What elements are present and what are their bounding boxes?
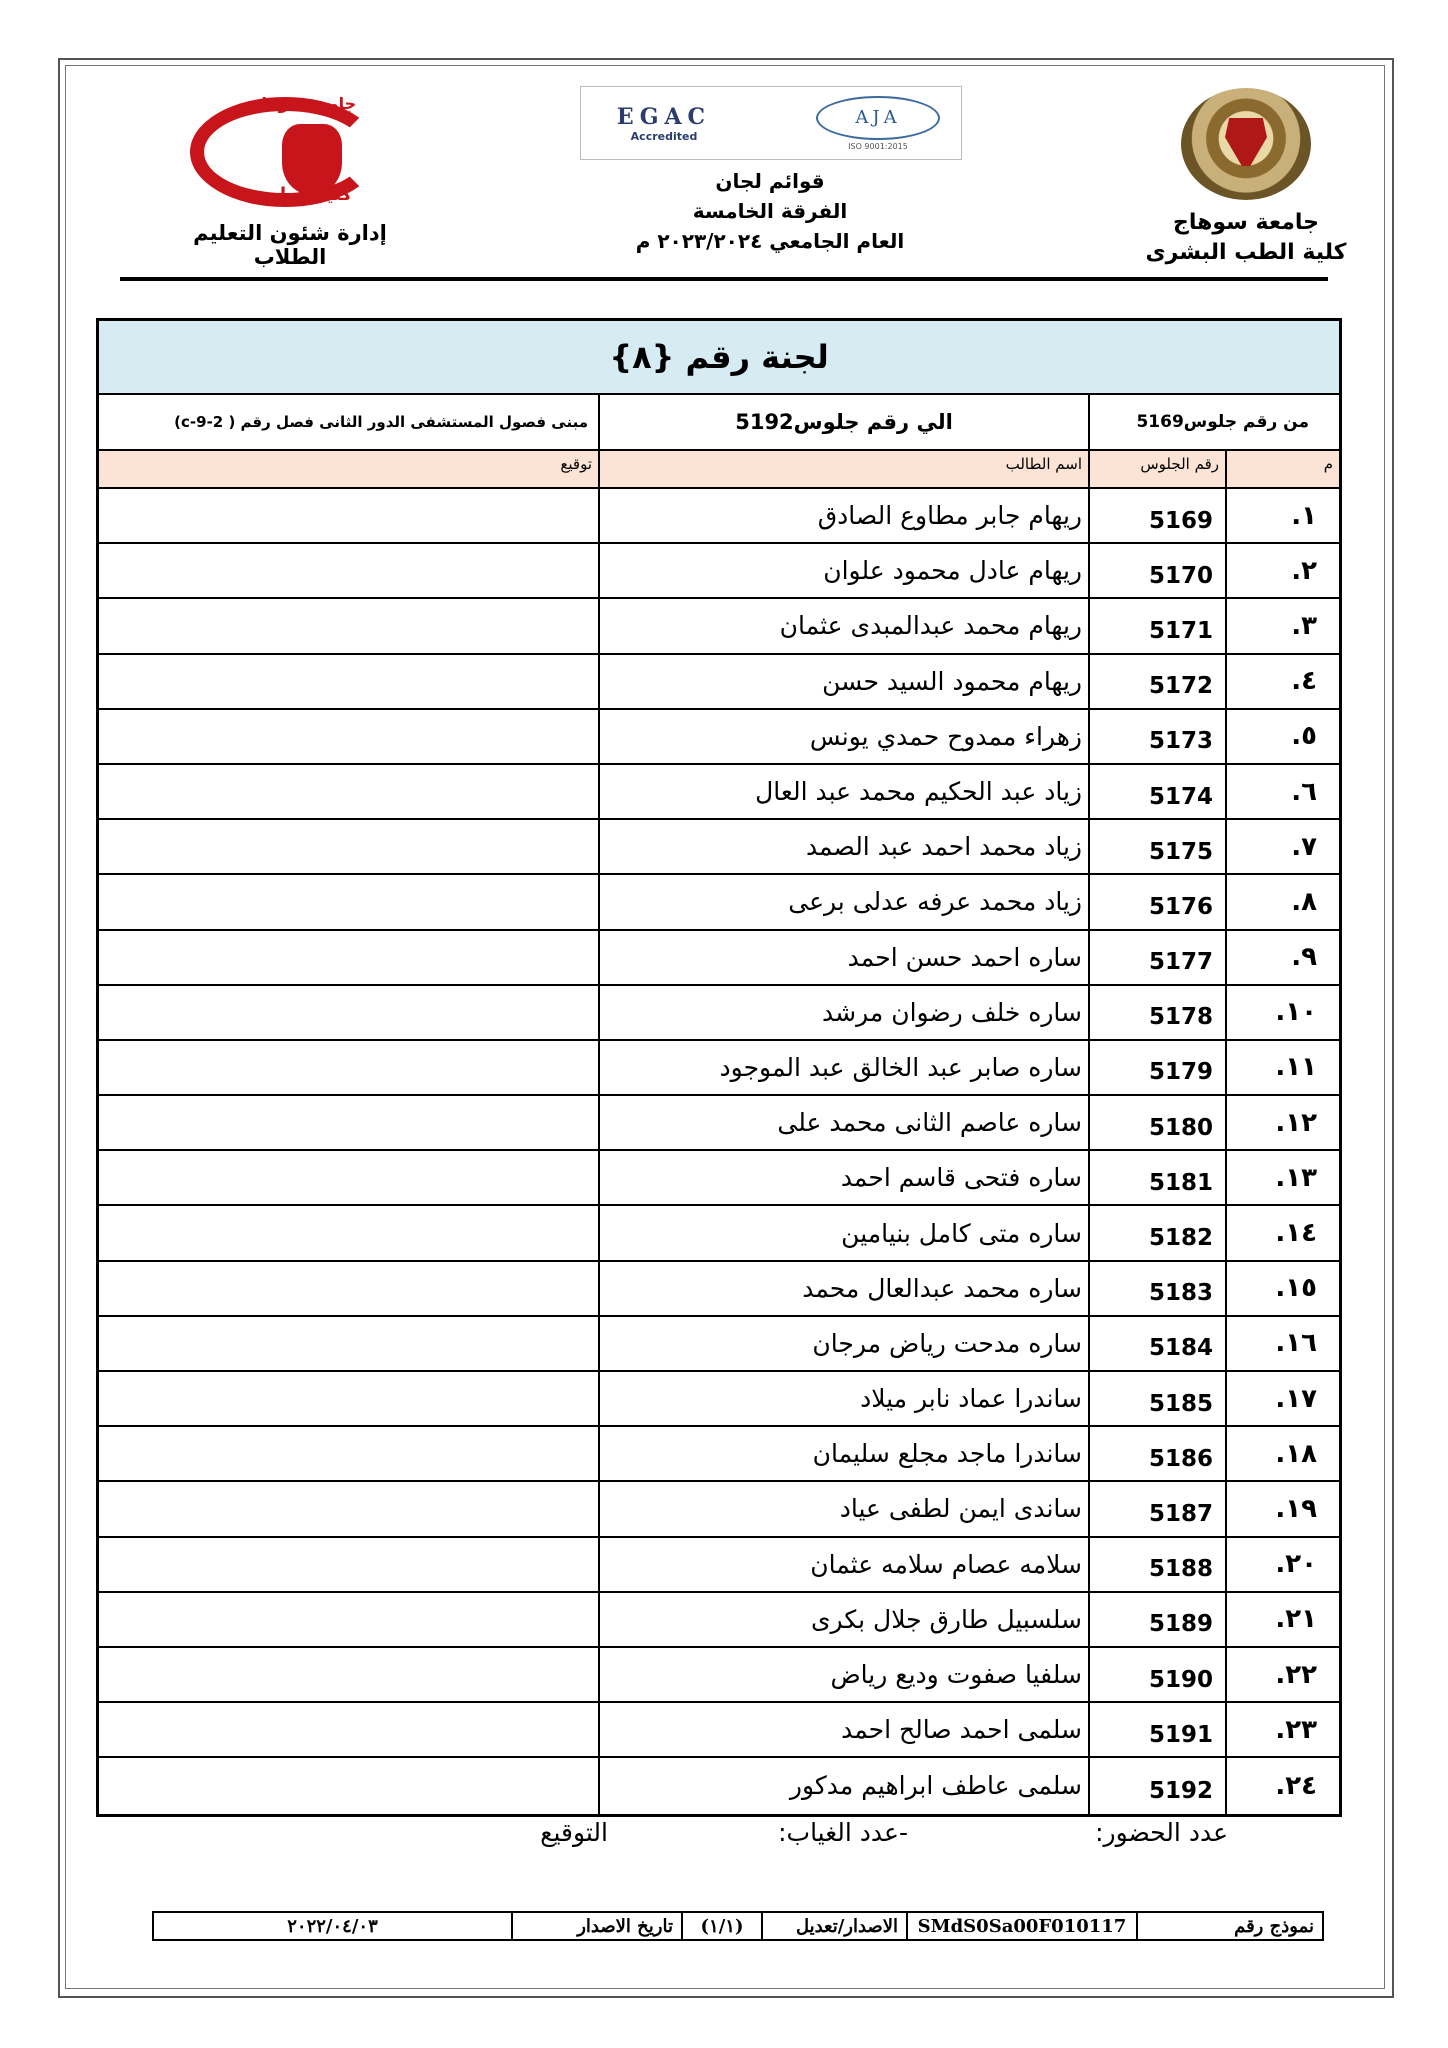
issue-value: (١/١) [681, 1913, 761, 1939]
table-header-row [99, 451, 1339, 489]
aja-iso-logo: AJA ISO 9001:2015 [803, 95, 953, 151]
student-name: سلمى عاطف ابراهيم مدكور [598, 1758, 1088, 1813]
column-header-signature: توقيع [560, 455, 592, 473]
seat-number: 5171 [1088, 599, 1225, 652]
student-name: زياد عبد الحكيم محمد عبد العال [598, 765, 1088, 818]
table-row [99, 1262, 1339, 1317]
seat-number: 5188 [1088, 1538, 1225, 1591]
table-row [99, 765, 1339, 820]
student-name: ساندرا ماجد مجلع سليمان [598, 1427, 1088, 1480]
row-number: ١٢. [1225, 1096, 1339, 1149]
table-row [99, 599, 1339, 654]
header-center [580, 86, 960, 256]
student-name: سلسبيل طارق جلال بكرى [598, 1593, 1088, 1646]
seat-number: 5189 [1088, 1593, 1225, 1646]
seat-number: 5181 [1088, 1151, 1225, 1204]
signature-cell [99, 1372, 598, 1425]
office-name: إدارة شئون التعليم الطلاب [193, 221, 387, 269]
row-number: ٣. [1225, 599, 1339, 652]
seat-number: 5174 [1088, 765, 1225, 818]
seat-range-from: من رقم جلوس5169 [1088, 395, 1339, 449]
student-name: ساره خلف رضوان مرشد [598, 986, 1088, 1039]
signature-cell [99, 1593, 598, 1646]
table-row [99, 655, 1339, 710]
student-name: سلفيا صفوت وديع رياض [598, 1648, 1088, 1701]
student-name: ريهام جابر مطاوع الصادق [598, 489, 1088, 542]
signature-cell [99, 875, 598, 928]
table-row [99, 1151, 1339, 1206]
column-header-name: اسم الطالب [598, 451, 1088, 487]
committee-table [96, 318, 1342, 1817]
student-name: ساره احمد حسن احمد [598, 931, 1088, 984]
student-name: ريهام محمود السيد حسن [598, 655, 1088, 708]
row-number: ١٧. [1225, 1372, 1339, 1425]
issue-label: الاصدار/تعديل [761, 1913, 906, 1939]
row-number: ٥. [1225, 710, 1339, 763]
student-name: سلامه عصام سلامه عثمان [598, 1538, 1088, 1591]
seat-number: 5173 [1088, 710, 1225, 763]
header-divider [120, 277, 1328, 281]
seat-range-to: الي رقم جلوس5192 [598, 395, 1088, 449]
university-seal-logo [1181, 88, 1311, 200]
table-row [99, 1648, 1339, 1703]
faculty-of-medicine-logo: جامعة سوهاج كلية الطب [190, 92, 390, 207]
header-university [1126, 88, 1366, 268]
seat-number: 5180 [1088, 1096, 1225, 1149]
signature-cell [99, 1703, 598, 1756]
signature-cell [99, 1206, 598, 1259]
row-number: ١٣. [1225, 1151, 1339, 1204]
row-number: ١٩. [1225, 1482, 1339, 1535]
row-number: ٢٢. [1225, 1648, 1339, 1701]
seat-number: 5177 [1088, 931, 1225, 984]
signature-cell [99, 1041, 598, 1094]
seat-number: 5191 [1088, 1703, 1225, 1756]
form-number-value: SMdS0Sa00F010117 [906, 1913, 1136, 1939]
table-row [99, 1538, 1339, 1593]
form-footer [152, 1911, 1324, 1941]
table-row [99, 1427, 1339, 1482]
seat-number: 5187 [1088, 1482, 1225, 1535]
seat-number: 5183 [1088, 1262, 1225, 1315]
row-number: ٢٠. [1225, 1538, 1339, 1591]
table-row [99, 931, 1339, 986]
student-name: ريهام محمد عبدالمبدى عثمان [598, 599, 1088, 652]
signature-cell [99, 1648, 598, 1701]
row-number: ١٤. [1225, 1206, 1339, 1259]
signature-cell [99, 489, 598, 542]
egac-accredited-logo: EGAC Accredited [616, 103, 712, 143]
seat-number: 5172 [1088, 655, 1225, 708]
column-header-number: م [1225, 451, 1339, 487]
student-name: ساندى ايمن لطفى عياد [598, 1482, 1088, 1535]
seat-number: 5178 [1088, 986, 1225, 1039]
student-rows [99, 489, 1339, 1814]
header-office [160, 92, 420, 269]
signature-cell [99, 1427, 598, 1480]
student-name: ساره مدحت رياض مرجان [598, 1317, 1088, 1370]
student-name: ساره متى كامل بنيامين [598, 1206, 1088, 1259]
row-number: ٢٣. [1225, 1703, 1339, 1756]
seat-number: 5184 [1088, 1317, 1225, 1370]
table-row [99, 875, 1339, 930]
table-row [99, 489, 1339, 544]
signature-cell [99, 1317, 598, 1370]
table-row [99, 710, 1339, 765]
signature-cell [99, 710, 598, 763]
signature-cell [99, 765, 598, 818]
table-row [99, 820, 1339, 875]
seat-number: 5170 [1088, 544, 1225, 597]
student-name: ساره فتحى قاسم احمد [598, 1151, 1088, 1204]
table-row [99, 1041, 1339, 1096]
seat-number: 5179 [1088, 1041, 1225, 1094]
signature-cell [99, 1262, 598, 1315]
seat-number: 5169 [1088, 489, 1225, 542]
signature-label: التوقيع [540, 1818, 608, 1847]
year-level: الفرقة الخامسة [692, 199, 848, 223]
signature-cell [99, 544, 598, 597]
committee-title: لجنة رقم {٨} [99, 321, 1339, 395]
signature-cell [99, 986, 598, 1039]
student-name: سلمى احمد صالح احمد [598, 1703, 1088, 1756]
form-number-label: نموذج رقم [1136, 1913, 1322, 1939]
exam-location: مبنى فصول المستشفى الدور الثانى فصل رقم ( c-9-2) [174, 413, 588, 431]
table-row [99, 1593, 1339, 1648]
seat-number: 5175 [1088, 820, 1225, 873]
row-number: ٩. [1225, 931, 1339, 984]
seat-number: 5190 [1088, 1648, 1225, 1701]
row-number: ٤. [1225, 655, 1339, 708]
signature-cell [99, 1151, 598, 1204]
signature-cell [99, 599, 598, 652]
table-row [99, 1096, 1339, 1151]
signature-cell [99, 1096, 598, 1149]
signature-cell [99, 655, 598, 708]
table-row [99, 1206, 1339, 1261]
seat-number: 5185 [1088, 1372, 1225, 1425]
row-number: ٧. [1225, 820, 1339, 873]
table-row [99, 1372, 1339, 1427]
issue-date-value: ٢٠٢٢/٠٤/٠٣ [287, 1915, 378, 1937]
student-name: زهراء ممدوح حمدي يونس [598, 710, 1088, 763]
row-number: ١١. [1225, 1041, 1339, 1094]
seat-number: 5192 [1088, 1758, 1225, 1813]
student-name: ساره عاصم الثانى محمد على [598, 1096, 1088, 1149]
table-row [99, 544, 1339, 599]
signature-cell [99, 1538, 598, 1591]
seat-number: 5176 [1088, 875, 1225, 928]
row-number: ١. [1225, 489, 1339, 542]
attendance-count-label: عدد الحضور: [1095, 1818, 1228, 1847]
student-name: ريهام عادل محمود علوان [598, 544, 1088, 597]
column-header-seat: رقم الجلوس [1088, 451, 1225, 487]
table-row [99, 1758, 1339, 1813]
academic-year: العام الجامعي ٢٠٢٣/٢٠٢٤ م [635, 229, 905, 253]
absence-count-label: -عدد الغياب: [778, 1818, 908, 1847]
student-name: زياد محمد احمد عبد الصمد [598, 820, 1088, 873]
signature-cell [99, 1758, 598, 1813]
row-number: ٨. [1225, 875, 1339, 928]
table-row [99, 1482, 1339, 1537]
row-number: ١٦. [1225, 1317, 1339, 1370]
committee-info-row [99, 395, 1339, 451]
row-number: ١٠. [1225, 986, 1339, 1039]
row-number: ١٥. [1225, 1262, 1339, 1315]
seat-number: 5182 [1088, 1206, 1225, 1259]
table-row [99, 1703, 1339, 1758]
faculty-name: كلية الطب البشرى [1145, 240, 1347, 265]
table-row [99, 1317, 1339, 1372]
signature-cell [99, 820, 598, 873]
signature-cell [99, 931, 598, 984]
university-name: جامعة سوهاج [1173, 210, 1319, 235]
row-number: ١٨. [1225, 1427, 1339, 1480]
student-name: ساره صابر عبد الخالق عبد الموجود [598, 1041, 1088, 1094]
list-title: قوائم لجان [715, 169, 825, 193]
certification-logos [580, 86, 962, 160]
table-row [99, 986, 1339, 1041]
row-number: ٢٤. [1225, 1758, 1339, 1813]
row-number: ٢١. [1225, 1593, 1339, 1646]
student-name: ساره محمد عبدالعال محمد [598, 1262, 1088, 1315]
row-number: ٢. [1225, 544, 1339, 597]
student-name: زياد محمد عرفه عدلى برعى [598, 875, 1088, 928]
issue-date-label: تاريخ الاصدار [511, 1913, 681, 1939]
student-name: ساندرا عماد نابر ميلاد [598, 1372, 1088, 1425]
seat-number: 5186 [1088, 1427, 1225, 1480]
signature-cell [99, 1482, 598, 1535]
row-number: ٦. [1225, 765, 1339, 818]
